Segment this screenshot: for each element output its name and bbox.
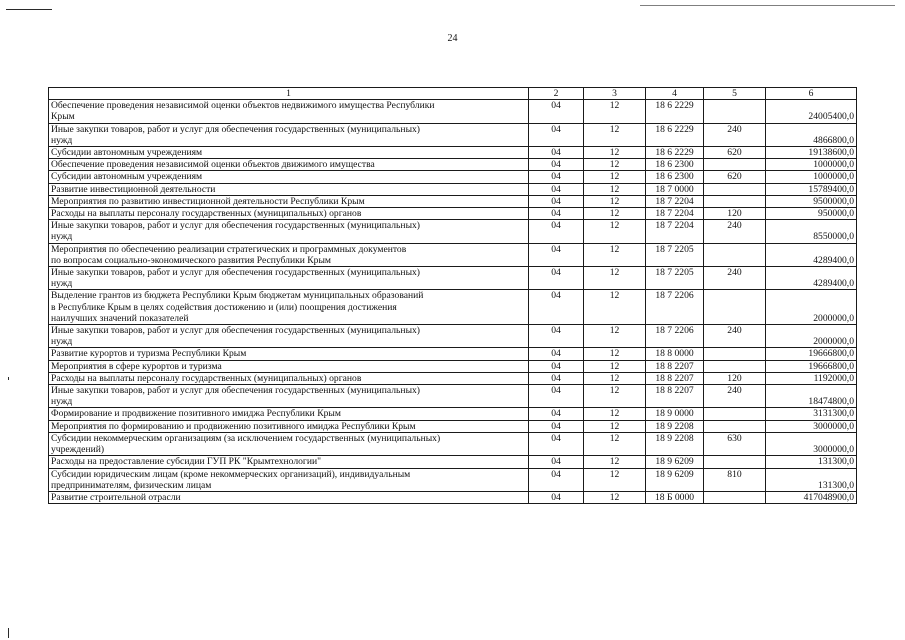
table-row — [49, 348, 857, 360]
amount-cell: 19666800,0 — [766, 360, 857, 372]
amount-cell: 1192000,0 — [766, 372, 857, 384]
amount-cell: 2000000,0 — [766, 325, 857, 348]
subsection-code-cell: 12 — [584, 290, 646, 325]
section-code-cell: 04 — [529, 408, 584, 420]
amount-cell: 131300,0 — [766, 468, 857, 491]
table-row — [49, 208, 857, 220]
target-article-code-cell: 18 8 2207 — [646, 360, 704, 372]
expense-type-code-cell: 240 — [704, 267, 766, 290]
item-name-cell: Субсидии юридическим лицам (кроме некоммерческих организаций), индивидуальным предпринимателям, физическим лицам — [49, 468, 529, 491]
item-name-cell: Иные закупки товаров, работ и услуг для обеспечения государственных (муниципальных) нужд — [49, 385, 529, 408]
target-article-code-cell: 18 9 6209 — [646, 456, 704, 468]
table-row — [49, 408, 857, 420]
target-article-code-cell: 18 6 2300 — [646, 159, 704, 171]
column-header: 3 — [584, 88, 646, 100]
expense-type-code-cell — [704, 159, 766, 171]
expense-type-code-cell — [704, 360, 766, 372]
expense-type-code-cell — [704, 456, 766, 468]
subsection-code-cell: 12 — [584, 372, 646, 384]
amount-cell: 9500000,0 — [766, 195, 857, 207]
section-code-cell: 04 — [529, 220, 584, 243]
expense-type-code-cell — [704, 408, 766, 420]
scan-artifact-top-left — [6, 9, 52, 10]
table-row — [49, 360, 857, 372]
amount-cell: 131300,0 — [766, 456, 857, 468]
subsection-code-cell: 12 — [584, 267, 646, 290]
target-article-code-cell: 18 9 2208 — [646, 432, 704, 455]
item-name-cell: Субсидии некоммерческим организациям (за исключением государственных (муниципальных) учреждений) — [49, 432, 529, 455]
item-name-cell: Субсидии автономным учреждениям — [49, 171, 529, 183]
section-code-cell: 04 — [529, 385, 584, 408]
target-article-code-cell: 18 9 0000 — [646, 408, 704, 420]
item-name-cell: Мероприятия по формированию и продвижению позитивного имиджа Республики Крым — [49, 420, 529, 432]
table-row — [49, 468, 857, 491]
subsection-code-cell: 12 — [584, 408, 646, 420]
table-row — [49, 267, 857, 290]
column-header: 4 — [646, 88, 704, 100]
table-row — [49, 220, 857, 243]
table-row — [49, 183, 857, 195]
section-code-cell: 04 — [529, 171, 584, 183]
subsection-code-cell: 12 — [584, 468, 646, 491]
target-article-code-cell: 18 7 2204 — [646, 220, 704, 243]
subsection-code-cell: 12 — [584, 183, 646, 195]
section-code-cell: 04 — [529, 360, 584, 372]
subsection-code-cell: 12 — [584, 171, 646, 183]
amount-cell: 15789400,0 — [766, 183, 857, 195]
expense-type-code-cell — [704, 290, 766, 325]
scan-artifact-bottom-left — [8, 628, 9, 638]
amount-cell: 18474800,0 — [766, 385, 857, 408]
section-code-cell: 04 — [529, 267, 584, 290]
amount-cell: 19138600,0 — [766, 147, 857, 159]
amount-cell: 1000000,0 — [766, 159, 857, 171]
table-row — [49, 100, 857, 123]
item-name-cell: Развитие инвестиционной деятельности — [49, 183, 529, 195]
table-row — [49, 123, 857, 146]
subsection-code-cell: 12 — [584, 220, 646, 243]
section-code-cell: 04 — [529, 290, 584, 325]
expense-type-code-cell — [704, 100, 766, 123]
item-name-cell: Расходы на выплаты персоналу государственных (муниципальных) органов — [49, 208, 529, 220]
table-row — [49, 195, 857, 207]
expense-type-code-cell: 120 — [704, 372, 766, 384]
section-code-cell: 04 — [529, 468, 584, 491]
item-name-cell: Обеспечение проведения независимой оценки объектов недвижимого имущества Республики Крым — [49, 100, 529, 123]
subsection-code-cell: 12 — [584, 208, 646, 220]
subsection-code-cell: 12 — [584, 195, 646, 207]
table-row — [49, 491, 857, 503]
expense-type-code-cell: 620 — [704, 171, 766, 183]
expense-type-code-cell — [704, 491, 766, 503]
table-row — [49, 159, 857, 171]
section-code-cell: 04 — [529, 100, 584, 123]
column-header: 2 — [529, 88, 584, 100]
subsection-code-cell: 12 — [584, 491, 646, 503]
table-row — [49, 432, 857, 455]
target-article-code-cell: 18 8 2207 — [646, 385, 704, 408]
expense-type-code-cell — [704, 420, 766, 432]
item-name-cell: Выделение грантов из бюджета Республики Крым бюджетам муниципальных образований в Республике Крым в целях содействия достижению и (или) поощрения достижения наилучших значений показателей — [49, 290, 529, 325]
subsection-code-cell: 12 — [584, 325, 646, 348]
subsection-code-cell: 12 — [584, 385, 646, 408]
item-name-cell: Расходы на предоставление субсидии ГУП РК "Крымтехнологии" — [49, 456, 529, 468]
subsection-code-cell: 12 — [584, 123, 646, 146]
target-article-code-cell: 18 8 0000 — [646, 348, 704, 360]
target-article-code-cell: 18 7 2206 — [646, 325, 704, 348]
amount-cell: 1000000,0 — [766, 171, 857, 183]
section-code-cell: 04 — [529, 159, 584, 171]
subsection-code-cell: 12 — [584, 100, 646, 123]
page-number: 24 — [447, 33, 458, 44]
section-code-cell: 04 — [529, 183, 584, 195]
target-article-code-cell: 18 7 2206 — [646, 290, 704, 325]
target-article-code-cell: 18 7 2205 — [646, 267, 704, 290]
table-row — [49, 372, 857, 384]
item-name-cell: Иные закупки товаров, работ и услуг для обеспечения государственных (муниципальных) нужд — [49, 123, 529, 146]
column-header: 5 — [704, 88, 766, 100]
amount-cell: 4289400,0 — [766, 267, 857, 290]
item-name-cell: Расходы на выплаты персоналу государственных (муниципальных) органов — [49, 372, 529, 384]
target-article-code-cell: 18 6 2229 — [646, 123, 704, 146]
section-code-cell: 04 — [529, 456, 584, 468]
target-article-code-cell: 18 9 2208 — [646, 420, 704, 432]
item-name-cell: Субсидии автономным учреждениям — [49, 147, 529, 159]
expense-type-code-cell: 240 — [704, 220, 766, 243]
target-article-code-cell: 18 8 2207 — [646, 372, 704, 384]
amount-cell: 4289400,0 — [766, 243, 857, 266]
table-row — [49, 171, 857, 183]
amount-cell: 4866800,0 — [766, 123, 857, 146]
budget-table — [48, 87, 857, 504]
subsection-code-cell: 12 — [584, 432, 646, 455]
expense-type-code-cell: 120 — [704, 208, 766, 220]
table-row — [49, 147, 857, 159]
amount-cell: 8550000,0 — [766, 220, 857, 243]
expense-type-code-cell: 240 — [704, 385, 766, 408]
expense-type-code-cell: 630 — [704, 432, 766, 455]
table-row — [49, 243, 857, 266]
amount-cell: 24005400,0 — [766, 100, 857, 123]
amount-cell: 417048900,0 — [766, 491, 857, 503]
expense-type-code-cell: 240 — [704, 325, 766, 348]
target-article-code-cell: 18 7 2204 — [646, 208, 704, 220]
column-header: 6 — [766, 88, 857, 100]
table-row — [49, 456, 857, 468]
item-name-cell: Иные закупки товаров, работ и услуг для обеспечения государственных (муниципальных) нужд — [49, 325, 529, 348]
table-row — [49, 325, 857, 348]
section-code-cell: 04 — [529, 123, 584, 146]
subsection-code-cell: 12 — [584, 456, 646, 468]
amount-cell: 3131300,0 — [766, 408, 857, 420]
section-code-cell: 04 — [529, 372, 584, 384]
table-row — [49, 420, 857, 432]
item-name-cell: Обеспечение проведения независимой оценки объектов движимого имущества — [49, 159, 529, 171]
target-article-code-cell: 18 Б 0000 — [646, 491, 704, 503]
item-name-cell: Формирование и продвижение позитивного имиджа Республики Крым — [49, 408, 529, 420]
amount-cell: 2000000,0 — [766, 290, 857, 325]
table-row — [49, 290, 857, 325]
target-article-code-cell: 18 6 2229 — [646, 147, 704, 159]
section-code-cell: 04 — [529, 420, 584, 432]
item-name-cell: Мероприятия по развитию инвестиционной деятельности Республики Крым — [49, 195, 529, 207]
amount-cell: 3000000,0 — [766, 420, 857, 432]
section-code-cell: 04 — [529, 348, 584, 360]
subsection-code-cell: 12 — [584, 147, 646, 159]
section-code-cell: 04 — [529, 325, 584, 348]
section-code-cell: 04 — [529, 243, 584, 266]
item-name-cell: Развитие курортов и туризма Республики Крым — [49, 348, 529, 360]
target-article-code-cell: 18 7 2204 — [646, 195, 704, 207]
section-code-cell: 04 — [529, 195, 584, 207]
subsection-code-cell: 12 — [584, 159, 646, 171]
item-name-cell: Развитие строительной отрасли — [49, 491, 529, 503]
scan-artifact-left-mark — [8, 377, 9, 380]
expense-type-code-cell — [704, 243, 766, 266]
subsection-code-cell: 12 — [584, 348, 646, 360]
subsection-code-cell: 12 — [584, 243, 646, 266]
target-article-code-cell: 18 6 2229 — [646, 100, 704, 123]
section-code-cell: 04 — [529, 432, 584, 455]
expense-type-code-cell — [704, 183, 766, 195]
table-row — [49, 385, 857, 408]
item-name-cell: Иные закупки товаров, работ и услуг для обеспечения государственных (муниципальных) нужд — [49, 267, 529, 290]
column-header: 1 — [49, 88, 529, 100]
table-header-row — [49, 88, 857, 100]
section-code-cell: 04 — [529, 208, 584, 220]
scan-artifact-top-right — [640, 5, 895, 6]
item-name-cell: Мероприятия в сфере курортов и туризма — [49, 360, 529, 372]
section-code-cell: 04 — [529, 147, 584, 159]
target-article-code-cell: 18 9 6209 — [646, 468, 704, 491]
section-code-cell: 04 — [529, 491, 584, 503]
target-article-code-cell: 18 6 2300 — [646, 171, 704, 183]
amount-cell: 950000,0 — [766, 208, 857, 220]
expense-type-code-cell: 240 — [704, 123, 766, 146]
item-name-cell: Мероприятия по обеспечению реализации стратегических и программных документов по вопросам социально-экономического развития Республики Крым — [49, 243, 529, 266]
amount-cell: 3000000,0 — [766, 432, 857, 455]
expense-type-code-cell — [704, 195, 766, 207]
expense-type-code-cell: 620 — [704, 147, 766, 159]
expense-type-code-cell — [704, 348, 766, 360]
target-article-code-cell: 18 7 2205 — [646, 243, 704, 266]
amount-cell: 19666800,0 — [766, 348, 857, 360]
subsection-code-cell: 12 — [584, 420, 646, 432]
expense-type-code-cell: 810 — [704, 468, 766, 491]
subsection-code-cell: 12 — [584, 360, 646, 372]
item-name-cell: Иные закупки товаров, работ и услуг для обеспечения государственных (муниципальных) нужд — [49, 220, 529, 243]
target-article-code-cell: 18 7 0000 — [646, 183, 704, 195]
